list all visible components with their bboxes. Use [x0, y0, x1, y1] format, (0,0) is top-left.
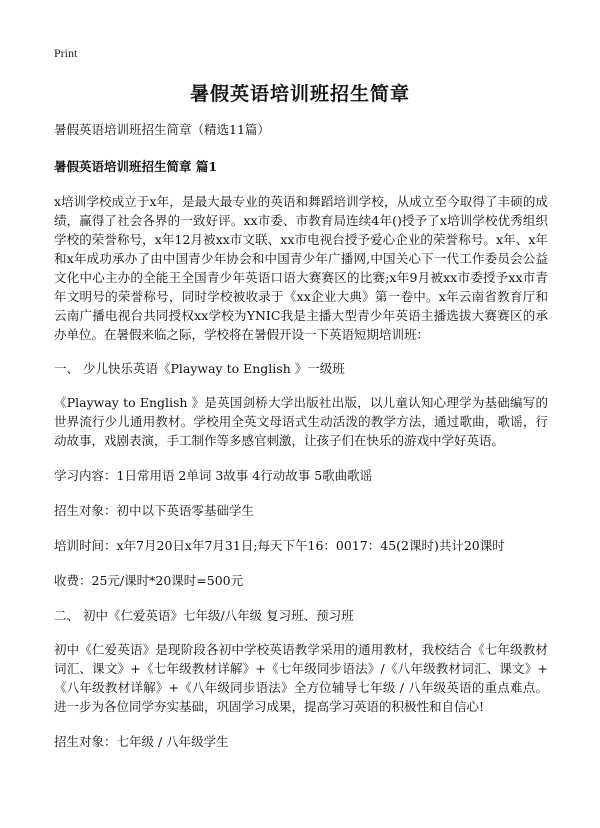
course1-schedule: 培训时间：x年7月20日x年7月31日;每天下午16：0017：45(2课时)共计20课时 [54, 538, 505, 553]
course1-fee: 收费：25元/课时*20课时=500元 [54, 573, 244, 588]
course1-heading: 一、 少儿快乐英语《Playway to English 》一级班 [54, 361, 345, 376]
document-body [54, 120, 548, 767]
course1-content: 学习内容：1日常用语 2单词 3故事 4行动故事 5歌曲歌谣 [54, 468, 373, 483]
course2-target: 招生对象：七年级 / 八年级学生 [54, 734, 229, 749]
course2-heading: 二、 初中《仁爱英语》七年级/八年级 复习班、预习班 [54, 608, 354, 623]
course1-target: 招生对象：初中以下英语零基础学生 [54, 503, 255, 518]
intro-paragraph: x培训学校成立于x年，是最大最专业的英语和舞蹈培训学校，从成立至今取得了丰硕的成绩，赢得了社会各界的一致好评。xx市委、市教育局连续4年()授予了x培训学校优秀组织学校的荣誉称号，x年12月被xx市文联、xx市电视台授予爱心企业的荣誉称号。x年、x年和x年成功承办了由中国青少年协会和中国青少年广播网,中国关心下一代工作委员会公益文化中心主办的全能王全国青少年英语口语大赛赛区的比赛;x年9月被xx市委授予xx市青年文明号的荣誉称号，同时学校被收录于《xx企业大典》第一卷中。x年云南省教育厅和云南广播电视台共同授权xx学校为YNIC我是主播大型青少年英语主播选拔大赛赛区的承办单位。在暑假来临之际，学校将在暑假开设一下英语短期培训班： [54, 194, 548, 342]
document-subtitle: 暑假英语培训班招生简章（精选11篇） [54, 122, 270, 137]
section-heading: 暑假英语培训班招生简章 篇1 [54, 159, 218, 174]
course1-description: 《Playway to English 》是英国剑桥大学出版社出版，以儿童认知心理学为基础编写的世界流行少儿通用教材。学校用全英文母语式生动活泼的教学方法，通过歌曲，歌谣，行动故事，戏剧表演，手工制作等多感官刺激，让孩子们在快乐的游戏中学好英语。 [54, 395, 548, 448]
document-title: 暑假英语培训班招生简章 [189, 83, 410, 105]
course2-description: 初中《仁爱英语》是现阶段各初中学校英语教学采用的通用教材，我校结合《七年级教材词汇、课文》+《七年级教材详解》+《七年级同步语法》/《八年级教材词汇、课文》+《八年级教材详解》+《八年级同步语法》全方位辅导七年级 / 八年级英语的重点难点。进一步为各位同学夯实基础，巩固学习成果，提高学习英语的积极性和自信心! [54, 642, 548, 714]
print-link[interactable]: Print [54, 46, 78, 60]
